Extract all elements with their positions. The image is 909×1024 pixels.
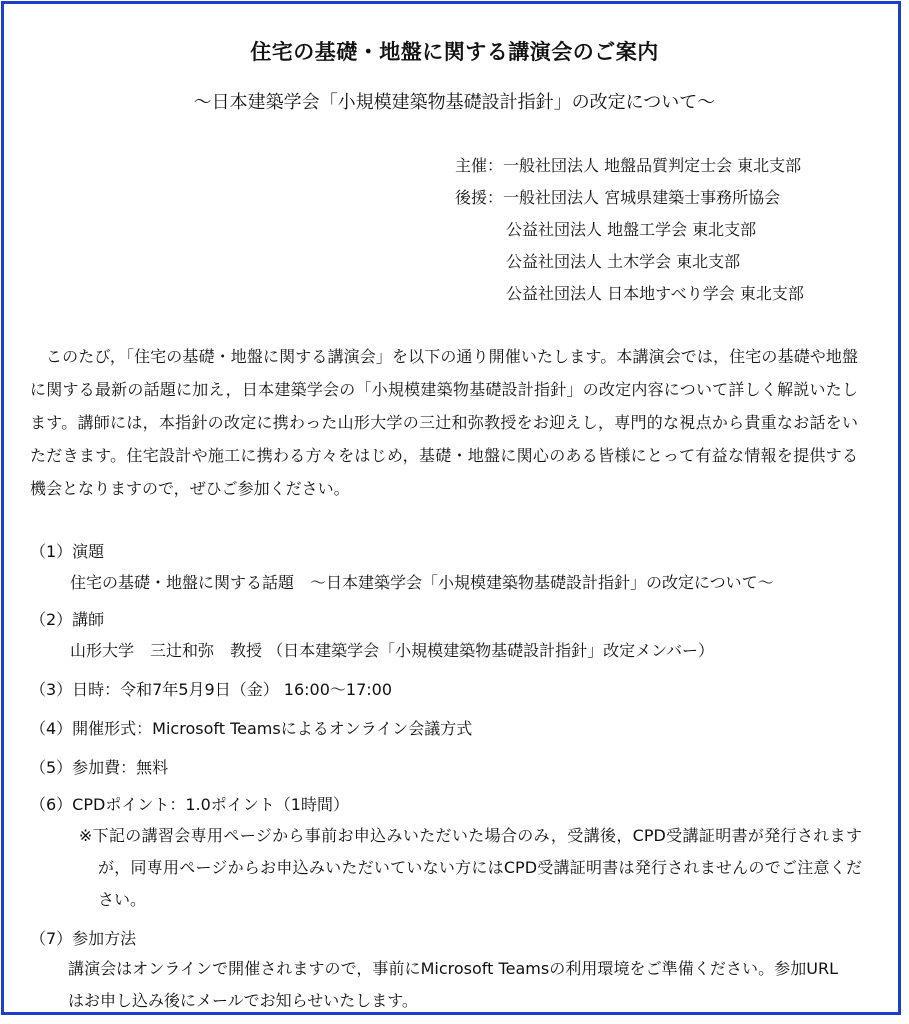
cpd-note: ※下記の講習会専用ページから事前お申込みいただいた場合のみ，受講後，CPD受講証明書が発行されますが，同専用ページからお申込みいただいていない方にはCPD受講証明書は発行されませんのでご注意ください。 [78, 826, 862, 909]
host-organizer: 主催：一般社団法人 地盤品質判定士会 東北支部 [455, 156, 802, 175]
support-organizer-3: 公益社団法人 土木学会 東北支部 [506, 252, 741, 271]
item-topic-detail: 住宅の基礎・地盤に関する話題 ～日本建築学会「小規模建築物基礎設計指針」の改定について～ [70, 573, 774, 592]
item-lecturer-heading: （2）講師 [30, 610, 105, 629]
item-lecturer-detail: 山形大学 三辻和弥 教授 （日本建築学会「小規模建築物基礎設計指針」改定メンバー） [70, 641, 714, 660]
item-format: （4）開催形式：Microsoft Teamsによるオンライン会議方式 [30, 719, 473, 738]
item-datetime: （3）日時：令和7年5月9日（金） 16:00～17:00 [30, 680, 393, 699]
support-organizer-2: 公益社団法人 地盤工学会 東北支部 [506, 220, 757, 239]
document-title: 住宅の基礎・地盤に関する講演会のご案内 [250, 40, 659, 64]
item-method-detail: 講演会はオンラインで開催されますので，事前にMicrosoft Teamsの利用環境をご準備ください。参加URLはお申し込み後にメールでお知らせいたします。 [68, 959, 838, 1010]
item-method-heading: （7）参加方法 [30, 929, 137, 948]
item-fee: （5）参加費：無料 [30, 758, 169, 777]
item-cpd: （6）CPDポイント：1.0ポイント（1時間） [30, 795, 349, 814]
intro-paragraph: このたび，「住宅の基礎・地盤に関する講演会」を以下の通り開催いたします。本講演会では，住宅の基礎や地盤に関する最新の話題に加え，日本建築学会の「小規模建築物基礎設計指針」の改定内容について詳しく解説いたします。講師には，本指針の改定に携わった山形大学の三辻和弥教授をお迎えし，専門的な視点から貴重なお話をいただきます。住宅設計や施工に携わる方々をはじめ，基礎・地盤に関心のある皆様にとって有益な情報を提供する機会となりますので，ぜひご参加ください。 [30, 347, 858, 498]
support-organizer-1: 後援：一般社団法人 宮城県建築士事務所協会 [455, 188, 781, 207]
document-subtitle: ～日本建築学会「小規模建築物基礎設計指針」の改定について～ [193, 92, 716, 113]
item-topic-heading: （1）演題 [30, 542, 105, 561]
support-organizer-4: 公益社団法人 日本地すべり学会 東北支部 [506, 284, 804, 303]
